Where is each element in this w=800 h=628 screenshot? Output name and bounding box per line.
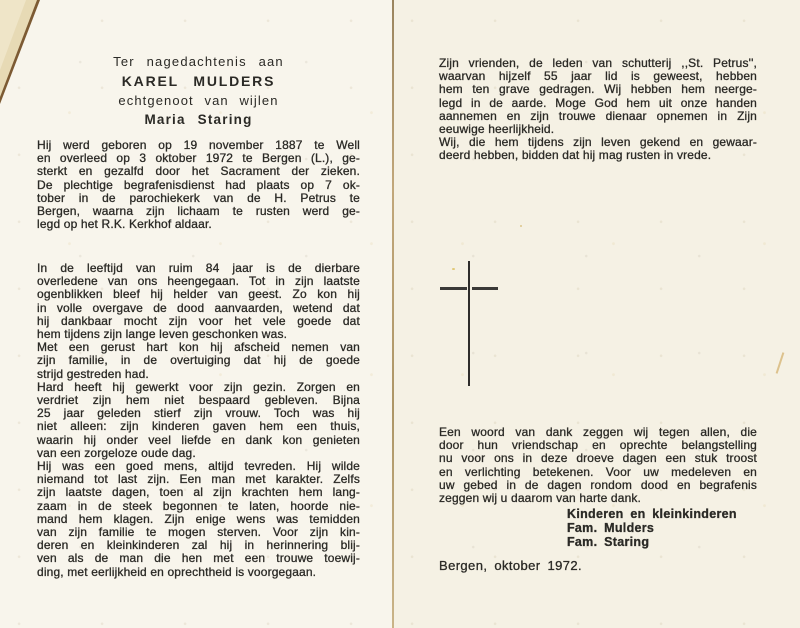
text-line: 25 jaar geleden stierf zijn vrouw. Toch was hij	[37, 406, 360, 421]
text-line: verdriet zijn hem niet bespaard gebleven. Bijna	[37, 393, 360, 408]
text-line: legd op het R.K. Kerkhof aldaar.	[37, 217, 212, 232]
dateline: Bergen, oktober 1972.	[439, 558, 583, 573]
text-line: zeggen wij u daarom van harte dank.	[439, 491, 642, 506]
text-line: waarvan hijzelf 55 jaar lid is geweest, hebben	[439, 69, 757, 84]
text-line: en verlichting betekenen. Voor uw medeleven en	[439, 464, 757, 479]
text-line: niet alleen: zijn kinderen gaven hem een thuis,	[37, 419, 360, 434]
text-line: deerd hebben, bidden dat hij mag rusten in vrede.	[439, 148, 712, 163]
text-line: mand hem klagen. Zijn enige wens was temidden	[37, 511, 360, 526]
text-line: Bergen, waarna zijn lichaam te rusten werd ge-	[37, 204, 360, 219]
text-line: nu voor ons in deze droeve dagen een stuk troost	[439, 451, 757, 466]
left-page	[37, 0, 360, 628]
deceased-name: KAREL MULDERS	[121, 73, 276, 89]
memorial-cross-icon	[440, 287, 467, 290]
paragraph-remembrance	[439, 136, 757, 162]
text-line: In de leeftijd van ruim 84 jaar is de dierbare	[37, 261, 360, 275]
text-line: waarin hij onder veel liefde en dank kon genieten	[37, 432, 360, 447]
memorial-cross-icon	[472, 287, 498, 290]
spouse-name: Maria Staring	[144, 112, 253, 127]
text-line: Zijn vrienden, de leden van schutterij ,,St. Petrus'',	[439, 56, 757, 70]
paragraph-age	[37, 262, 360, 341]
text-line: van een zorgeloze oude dag.	[37, 445, 196, 460]
text-line: van zijn familie te mogen sterven. Voor zijn kin-	[37, 525, 360, 540]
left-page-body	[37, 262, 360, 579]
text-line: Hij was een goed mens, altijd tevreden. Hij wilde	[37, 459, 360, 474]
text-line: Wij, die hem tijdens zijn leven gekend en gewaar-	[439, 135, 757, 150]
center-fold-line	[392, 0, 394, 628]
right-page	[439, 0, 757, 628]
text-line: strijd gestreden had.	[37, 366, 149, 381]
paragraph-character	[37, 460, 360, 579]
right-page-top-body	[439, 57, 757, 163]
signature-block	[567, 507, 737, 549]
text-line: hem tijdens zijn lange leven geschonken was.	[37, 327, 288, 342]
text-line: Hard heeft hij gewerkt voor zijn gezin. Zorgen en	[37, 379, 360, 394]
text-line: in volle overgave de dood aanvaarden, wetend dat	[37, 300, 360, 315]
text-line: door hun vriendschap en oprechte belangstelling	[439, 438, 757, 453]
text-line: zijn familie, in de overtuiging dat hij de goede	[37, 353, 360, 368]
text-line: Met een gerust hart kon hij afscheid nemen van	[37, 340, 360, 355]
signature-line: Fam. Mulders	[567, 521, 655, 535]
paragraph-friends	[439, 57, 757, 136]
text-line: hem ten grave gedragen. Wij hebben hem neerge-	[439, 82, 757, 97]
text-line: aannemen en zijn trouwe dienaar opnemen in Zijn	[439, 108, 757, 123]
text-line: sterkt en gezalfd door het Sacrament der zieken.	[37, 164, 360, 179]
paragraph-birth-death	[37, 139, 360, 231]
text-line: tober in de parochiekerk van de H. Petrus te	[37, 190, 360, 205]
memorial-header	[37, 52, 360, 129]
text-line: hij dankbaar mocht zijn voor het vele goede dat	[37, 313, 360, 328]
text-line: en overleed op 3 oktober 1972 te Bergen (L.), ge-	[37, 151, 360, 166]
text-line: deren en kleinkinderen zal hij in herinnering blij-	[37, 538, 360, 553]
signature-line: Fam. Staring	[567, 535, 650, 549]
paragraph-farewell	[37, 341, 360, 381]
dedication-line: Ter nagedachtenis aan	[113, 54, 284, 69]
text-line: legd in de aarde. Moge God hem uit onze handen	[439, 95, 757, 110]
relation-line: echtgenoot van wijlen	[118, 93, 279, 108]
memorial-cross-icon	[468, 261, 470, 386]
text-line: ven als de man die hen met een trouwe toewij-	[37, 551, 360, 566]
text-line: overledene van ons heengegaan. Tot in zijn laatste	[37, 274, 360, 289]
text-line: Hij werd geboren op 19 november 1887 te Well	[37, 138, 360, 152]
text-line: Een woord van dank zeggen wij tegen allen, die	[439, 425, 757, 439]
text-line: De plechtige begrafenisdienst had plaats op 7 ok-	[37, 177, 360, 192]
paragraph-thanks	[439, 426, 757, 505]
text-line: ding, met eerlijkheid en oprechtheid is voorgegaan.	[37, 564, 317, 579]
text-line: ogenblikken bleef hij helder van geest. Zo kon hij	[37, 287, 360, 302]
paragraph-family	[37, 381, 360, 460]
text-line: niemand tot last zijn. Een man met karakter. Zelfs	[37, 472, 360, 487]
text-line: zijn laatste dagen, toen al zijn krachten hem lang-	[37, 485, 360, 500]
text-line: uw gebed in de dagen rondom dood en begrafenis	[439, 477, 757, 492]
text-line: eeuwige heerlijkheid.	[439, 122, 555, 137]
signature-line: Kinderen en kleinkinderen	[567, 507, 737, 521]
text-line: zaam in de steek begonnen te laten, hoorde nie-	[37, 498, 360, 513]
